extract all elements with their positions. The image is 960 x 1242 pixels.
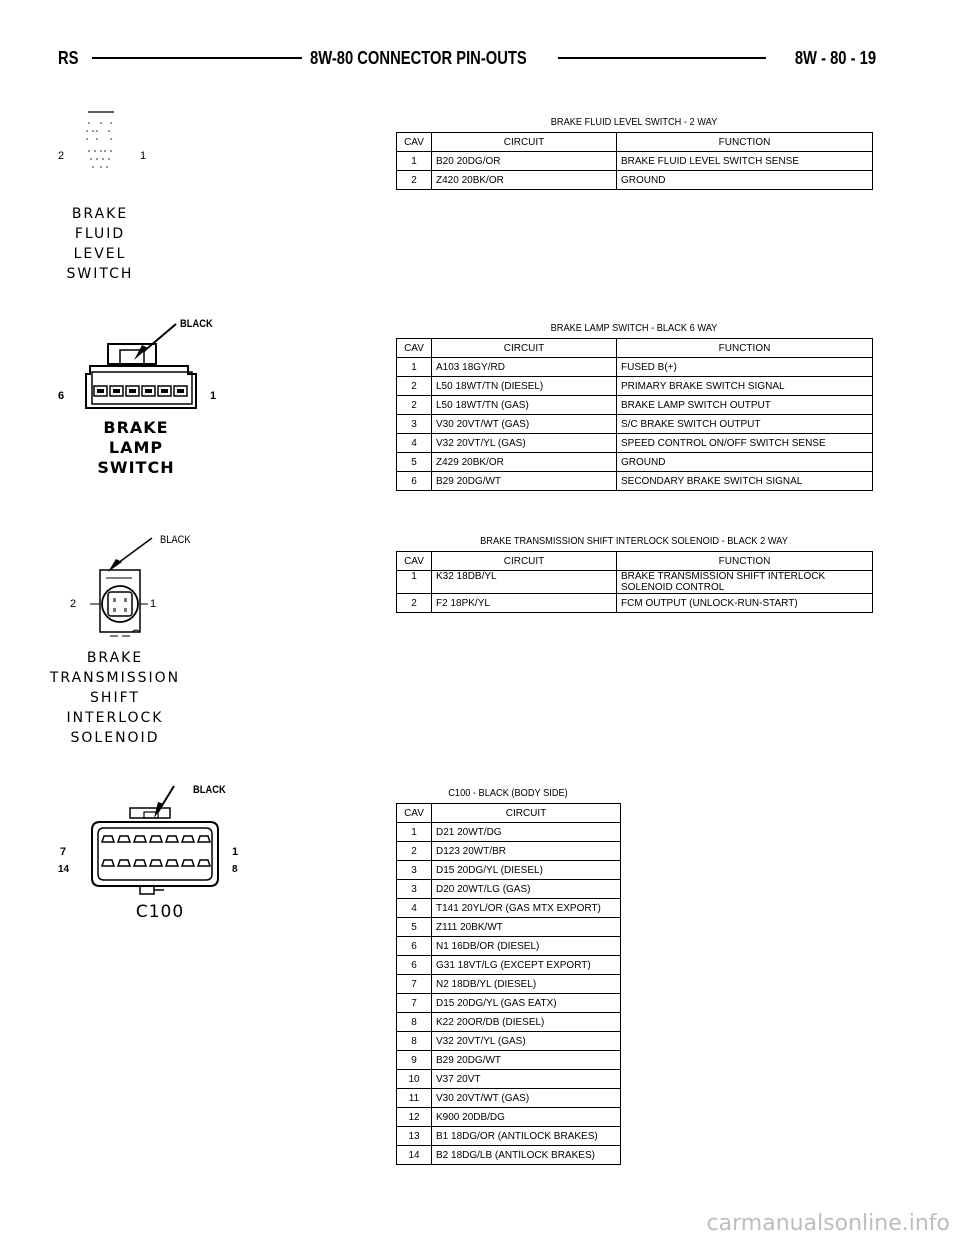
pin-label-2: 2 <box>58 150 65 162</box>
table-row: 3 D15 20DG/YL (DIESEL) <box>397 861 621 880</box>
connector-label-brake-lamp-switch: BRAKE LAMP SWITCH <box>97 418 175 477</box>
table-row: 14 B2 18DG/LB (ANTILOCK BRAKES) <box>397 1146 621 1165</box>
table-title-brake-lamp: BRAKE LAMP SWITCH - BLACK 6 WAY <box>550 322 718 334</box>
table-row: 5 Z111 20BK/WT <box>397 918 621 937</box>
table-title-c100: C100 - BLACK (BODY SIDE) <box>448 787 568 799</box>
table-row: 2 F2 18PK/YL FCM OUTPUT (UNLOCK-RUN-START) <box>397 594 873 613</box>
watermark: carmanualsonline.info <box>706 1211 950 1236</box>
pin-label-8: 8 <box>232 864 238 875</box>
pin-label-1: 1 <box>210 390 217 402</box>
pinout-table-shift-interlock <box>396 551 873 613</box>
table-row: 1 D21 20WT/DG <box>397 823 621 842</box>
table-header-row: CAV CIRCUIT FUNCTION <box>397 133 873 152</box>
table-row: 2 D123 20WT/BR <box>397 842 621 861</box>
pinout-table-brake-fluid <box>396 132 873 190</box>
table-row: 7 D15 20DG/YL (GAS EATX) <box>397 994 621 1013</box>
table-row: 1 B20 20DG/OR BRAKE FLUID LEVEL SWITCH SENSE <box>397 152 873 171</box>
table-row: 7 N2 18DB/YL (DIESEL) <box>397 975 621 994</box>
table-row: 2 L50 18WT/TN (GAS) BRAKE LAMP SWITCH OUTPUT <box>397 396 873 415</box>
connector-label-shift-interlock-solenoid: BRAKE TRANSMISSION SHIFT INTERLOCK SOLENOID <box>49 650 181 746</box>
header-rule-left <box>92 57 302 59</box>
table-row: 12 K900 20DB/DG <box>397 1108 621 1127</box>
table-row: 5 Z429 20BK/OR GROUND <box>397 453 873 472</box>
table-row: 4 T141 20YL/OR (GAS MTX EXPORT) <box>397 899 621 918</box>
pin-label-6: 6 <box>58 390 65 402</box>
shift-interlock-solenoid-diagram <box>70 528 190 648</box>
table-row: 8 V32 20VT/YL (GAS) <box>397 1032 621 1051</box>
table-row: 6 B29 20DG/WT SECONDARY BRAKE SWITCH SIGNAL <box>397 472 873 491</box>
pin-label-1: 1 <box>140 150 147 162</box>
connector-label-brake-fluid-level-switch: BRAKE FLUID LEVEL SWITCH <box>66 206 134 282</box>
pinout-table-brake-lamp <box>396 338 873 491</box>
connector-color-label: BLACK <box>180 318 213 330</box>
header-rule-right <box>558 57 766 59</box>
table-title-brake-fluid: BRAKE FLUID LEVEL SWITCH - 2 WAY <box>550 116 718 128</box>
table-row: 10 V37 20VT <box>397 1070 621 1089</box>
connector-label-c100: C100 <box>135 902 185 922</box>
table-row: 6 N1 16DB/OR (DIESEL) <box>397 937 621 956</box>
connector-color-label: BLACK <box>193 784 226 796</box>
table-row: 2 Z420 20BK/OR GROUND <box>397 171 873 190</box>
table-row: 11 V30 20VT/WT (GAS) <box>397 1089 621 1108</box>
table-header-row: CAV CIRCUIT FUNCTION <box>397 552 873 571</box>
table-header-row: CAV CIRCUIT <box>397 804 621 823</box>
table-row: 3 V30 20VT/WT (GAS) S/C BRAKE SWITCH OUTPUT <box>397 415 873 434</box>
table-header-row: CAV CIRCUIT FUNCTION <box>397 339 873 358</box>
c100-connector-diagram <box>60 778 240 898</box>
page-title: 8W-80 CONNECTOR PIN-OUTS <box>310 48 527 68</box>
table-row: 9 B29 20DG/WT <box>397 1051 621 1070</box>
table-row: 6 G31 18VT/LG (EXCEPT EXPORT) <box>397 956 621 975</box>
table-row: 8 K22 20OR/DB (DIESEL) <box>397 1013 621 1032</box>
table-row: 1 K32 18DB/YL BRAKE TRANSMISSION SHIFT INTERLOCK SOLENOID CONTROL <box>397 571 873 594</box>
brake-fluid-level-switch-diagram <box>70 110 140 170</box>
pin-label-2: 2 <box>70 598 77 610</box>
connector-color-label: BLACK <box>160 534 191 546</box>
section-code: RS <box>58 48 79 68</box>
page-header <box>58 44 876 72</box>
table-row: 2 L50 18WT/TN (DIESEL) PRIMARY BRAKE SWITCH SIGNAL <box>397 377 873 396</box>
table-row: 4 V32 20VT/YL (GAS) SPEED CONTROL ON/OFF SWITCH SENSE <box>397 434 873 453</box>
pin-label-7: 7 <box>60 846 67 858</box>
pin-label-1: 1 <box>150 598 157 610</box>
table-row: 1 A103 18GY/RD FUSED B(+) <box>397 358 873 377</box>
pin-label-14: 14 <box>58 864 70 875</box>
page-number: 8W - 80 - 19 <box>794 48 876 68</box>
table-row: 3 D20 20WT/LG (GAS) <box>397 880 621 899</box>
table-row: 13 B1 18DG/OR (ANTILOCK BRAKES) <box>397 1127 621 1146</box>
pinout-table-c100 <box>396 803 621 1165</box>
pin-label-1: 1 <box>232 846 239 858</box>
table-title-shift-interlock: BRAKE TRANSMISSION SHIFT INTERLOCK SOLENOID - BLACK 2 WAY <box>480 535 788 547</box>
